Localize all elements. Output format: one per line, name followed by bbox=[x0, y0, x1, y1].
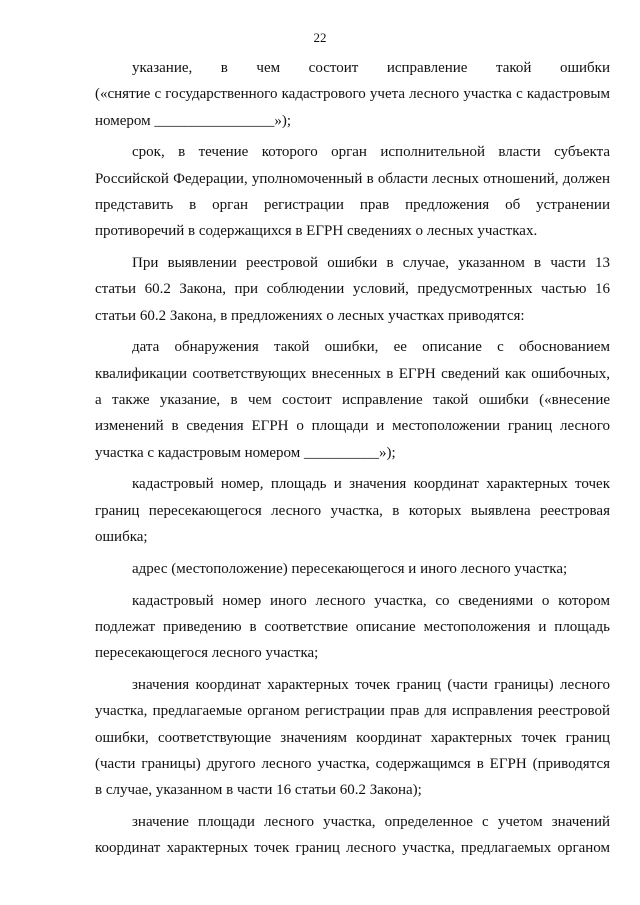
page-number: 22 bbox=[313, 30, 327, 45]
text-line: срок, в течение которого орган исполнительной власти субъекта bbox=[132, 144, 610, 161]
text-line: При выявлении реестровой ошибки в случае, указанном в части 13 bbox=[132, 255, 610, 272]
text-line: подлежат приведению в соответствие описание местоположения и площадь bbox=[95, 618, 610, 635]
text-line: представить в орган регистрации прав предложения об устранении bbox=[95, 196, 610, 213]
text-line: номером ________________»); bbox=[95, 112, 292, 129]
text-line: кадастровый номер, площадь и значения координат характерных точек bbox=[132, 476, 610, 493]
paragraph bbox=[95, 556, 610, 582]
text-line: границ пересекающегося лесного участка, в которых выявлена реестровая bbox=[95, 502, 610, 519]
text-line: кадастровый номер иного лесного участка, со сведениями о котором bbox=[132, 592, 610, 609]
text-line: участка с кадастровым номером __________»); bbox=[95, 444, 396, 461]
text-line: Российской Федерации, уполномоченный в области лесных отношений, должен bbox=[95, 170, 610, 187]
text-line: значения координат характерных точек границ (части границы) лесного bbox=[132, 677, 610, 694]
text-line: координат характерных точек границ лесного участка, предлагаемых органом bbox=[95, 840, 610, 857]
text-line: дата обнаружения такой ошибки, ее описание с обоснованием bbox=[132, 339, 610, 356]
paragraph bbox=[95, 588, 610, 667]
text-line: в случае, указанном в части 16 статьи 60.2 Закона); bbox=[95, 782, 422, 799]
text-line: а также указание, в чем состоит исправление такой ошибки («внесение bbox=[95, 392, 610, 409]
text-line: ошибки, соответствующие значениям координат характерных точек границ bbox=[95, 729, 610, 746]
text-line: («снятие с государственного кадастрового учета лесного участка с кадастровым bbox=[95, 86, 610, 103]
text-line: указание, в чем состоит исправление такой ошибки bbox=[132, 60, 610, 76]
paragraph bbox=[95, 139, 610, 244]
text-line: статьи 60.2 Закона, в предложениях о лесных участках приводятся: bbox=[95, 307, 525, 324]
text-line: значение площади лесного участка, определенное с учетом значений bbox=[132, 814, 610, 831]
document-body bbox=[95, 55, 610, 867]
text-line: адрес (местоположение) пересекающегося и иного лесного участка; bbox=[132, 560, 568, 577]
text-line: изменений в сведения ЕГРН о площади и местоположении границ лесного bbox=[95, 418, 610, 435]
text-line: квалификации соответствующих внесенных в ЕГРН сведений как ошибочных, bbox=[95, 365, 610, 382]
text-line: участка, предлагаемые органом регистрации прав для исправления реестровой bbox=[95, 703, 610, 720]
text-line: (части границы) другого лесного участка, содержащимся в ЕГРН (приводятся bbox=[95, 755, 610, 772]
paragraph bbox=[95, 809, 610, 862]
paragraph bbox=[95, 250, 610, 329]
text-line: ошибка; bbox=[95, 529, 148, 546]
text-line: статьи 60.2 Закона, при соблюдении условий, предусмотренных частью 16 bbox=[95, 281, 610, 298]
paragraph bbox=[95, 55, 610, 134]
text-line: пересекающегося лесного участка; bbox=[95, 645, 319, 662]
text-line: противоречий в содержащихся в ЕГРН сведениях о лесных участках. bbox=[95, 223, 538, 240]
paragraph bbox=[95, 672, 610, 803]
paragraph bbox=[95, 334, 610, 465]
paragraph bbox=[95, 471, 610, 550]
